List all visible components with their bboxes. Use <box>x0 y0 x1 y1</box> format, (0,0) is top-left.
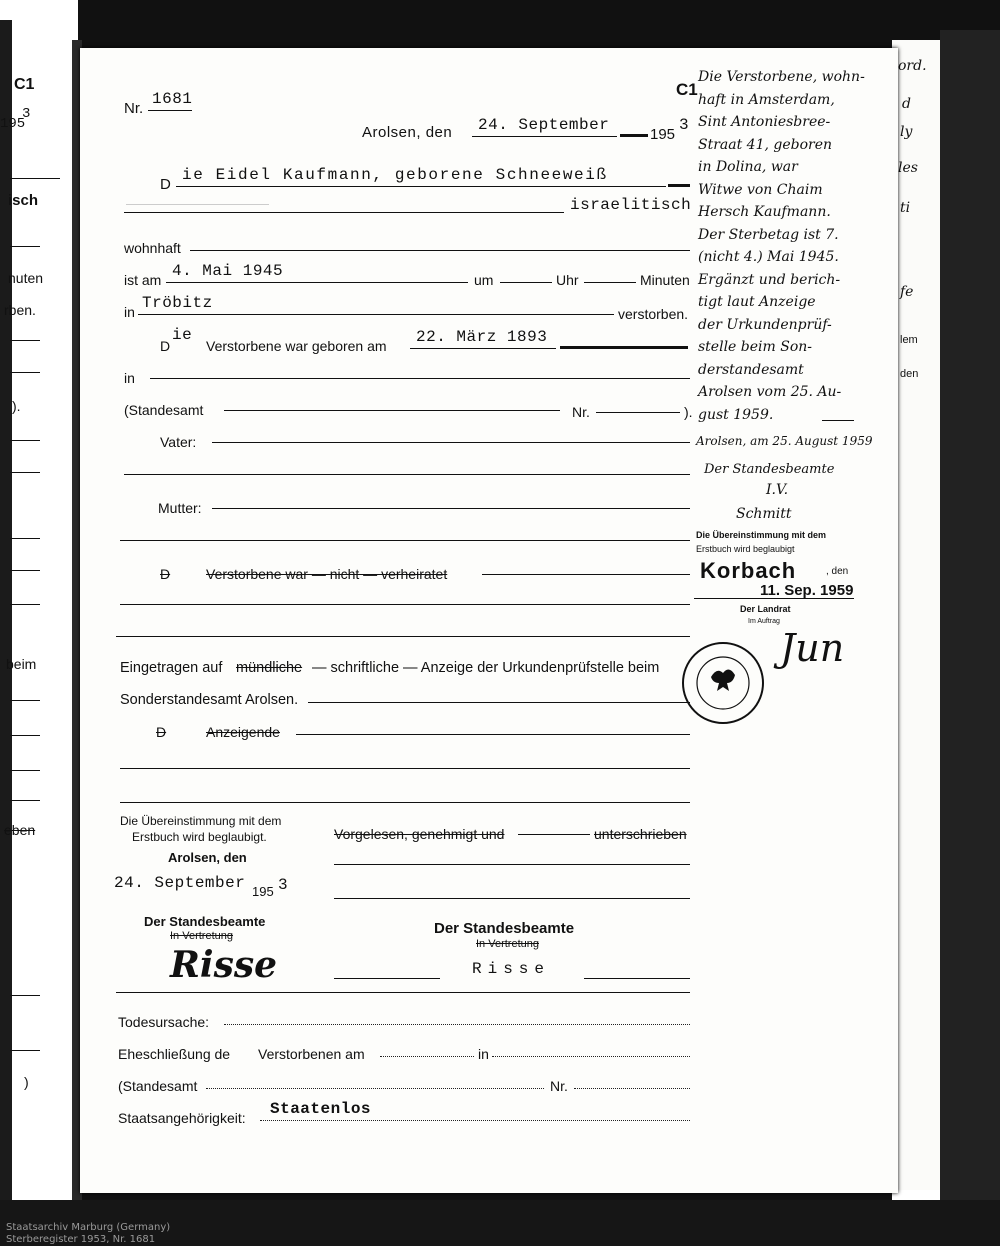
margin-note-line: Ergänzt und berich- <box>698 271 841 288</box>
birth-date: 22. März 1893 <box>416 328 548 346</box>
right-page-fragment: den <box>900 368 919 380</box>
margin-note-line: Die Verstorbene, wohn- <box>698 69 865 85</box>
born-d-initial: D <box>160 338 171 354</box>
left-page-line <box>10 246 40 247</box>
marriage-standesamt-nr: Nr. <box>550 1078 568 1094</box>
stamp-den: , den <box>826 566 849 577</box>
left-page-word: rben. <box>4 302 36 318</box>
left-page-line <box>10 995 40 996</box>
certification-year-digit: 3 <box>278 876 289 894</box>
seal-icon <box>684 644 762 722</box>
signed-label: unterschrieben <box>594 826 687 842</box>
register-number-label: Nr. <box>124 100 144 117</box>
marriage-label-b: Verstorbenen am <box>258 1046 365 1062</box>
left-page-line <box>10 538 40 539</box>
left-page-line <box>10 770 40 771</box>
marriage-standesamt-nr-line <box>574 1088 690 1089</box>
register-date-line <box>472 136 617 137</box>
register-series: C1 <box>676 80 698 99</box>
register-year-digit: 3 <box>679 116 690 134</box>
left-page-word: eben <box>4 822 36 838</box>
margin-note-signature: Schmitt <box>736 506 792 522</box>
father-line-2 <box>124 474 690 475</box>
margin-note-line: haft in Amsterdam, <box>698 91 835 108</box>
left-page-word: ). <box>12 398 21 414</box>
typed-name-line-left <box>334 978 440 979</box>
registered-struck: mündliche <box>236 660 303 676</box>
margin-note-line: gust 1959. <box>698 406 774 423</box>
certification-date: 24. September <box>114 874 246 892</box>
religion-line <box>124 212 564 213</box>
deputy-left: In Vertretung <box>170 930 233 942</box>
registered-label-b: — schriftliche — Anzeige der Urkundenprüfstelle beim <box>312 660 660 676</box>
left-page-word: nuten <box>8 270 44 286</box>
death-place-in-label: in <box>124 304 135 320</box>
official-seal <box>682 642 764 724</box>
left-page-line <box>10 570 40 571</box>
margin-note-deputy: I.V. <box>766 482 789 498</box>
margin-note-line: Sint Antoniesbree- <box>698 114 831 130</box>
margin-note-line: Arolsen vom 25. Au- <box>698 384 842 400</box>
margin-note-line: (nicht 4.) Mai 1945. <box>698 249 839 265</box>
register-number-line <box>148 110 192 111</box>
register-date: 24. September <box>478 116 610 134</box>
informant-line <box>296 734 690 735</box>
section-divider <box>116 992 690 993</box>
typed-registrar-name: Risse <box>472 960 551 978</box>
name-line <box>176 186 666 187</box>
footer-line-2: Sterberegister 1953, Nr. 1681 <box>6 1234 156 1245</box>
death-place-line <box>138 314 614 315</box>
certification-place: Arolsen, den <box>168 850 247 865</box>
left-page-line <box>10 340 40 341</box>
margin-note-line: tigt laut Anzeige <box>698 294 816 310</box>
margin-cert-line-2: Erstbuch wird beglaubigt <box>696 544 795 554</box>
informant-d-initial: D <box>156 724 167 740</box>
married-line <box>482 574 690 575</box>
signature-line-2 <box>334 898 690 899</box>
birth-standesamt-nr-line <box>596 412 680 413</box>
margin-note-line: in Dolina, war <box>698 159 798 175</box>
cause-label: Todesursache: <box>118 1014 210 1030</box>
left-page-line <box>10 604 40 605</box>
marriage-label-a: Eheschließung de <box>118 1046 231 1062</box>
left-page-word: isch <box>8 192 39 209</box>
um-label: um <box>474 272 494 288</box>
marriage-standesamt-line <box>206 1088 544 1089</box>
registered-office-line <box>308 702 690 703</box>
register-year-prefix: 195 <box>650 126 676 143</box>
margin-note-line: stelle beim Son- <box>698 339 813 355</box>
certification-line-1: Die Übereinstimmung mit dem <box>120 814 282 828</box>
left-page-line <box>10 700 40 701</box>
right-binder-edge <box>940 30 1000 1200</box>
left-page-line <box>10 735 40 736</box>
left-page-line <box>10 800 40 801</box>
nationality-line <box>260 1120 690 1121</box>
informant-line-3 <box>120 802 690 803</box>
stamp-place: Korbach <box>700 558 797 583</box>
deputy-right: In Vertretung <box>476 938 539 950</box>
margin-cert-line-1: Die Übereinstimmung mit dem <box>696 530 827 540</box>
margin-note-line: Straat 41, geboren <box>698 136 833 153</box>
birth-date-line-end <box>560 346 688 349</box>
read-approved-label: Vorgelesen, genehmigt und <box>334 826 505 842</box>
verstorben-label: verstorben. <box>618 306 689 322</box>
informant-line-2 <box>120 768 690 769</box>
death-place: Tröbitz <box>142 294 213 312</box>
residence-line <box>190 250 690 251</box>
certification-line-2: Erstbuch wird beglaubigt. <box>132 830 267 844</box>
margin-correction-note <box>698 66 865 426</box>
residence-label: wohnhaft <box>124 240 181 256</box>
married-label: Verstorbene war — nicht — verheiratet <box>206 566 448 582</box>
margin-note-line: derstandesamt <box>698 361 804 378</box>
right-page-fragment: lem <box>900 334 918 346</box>
left-page-line <box>10 1050 40 1051</box>
margin-note-line: Der Sterbetag ist 7. <box>698 226 839 243</box>
left-page-line <box>10 472 40 473</box>
mother-label: Mutter: <box>158 500 202 516</box>
signature-left: Risse <box>170 944 278 986</box>
right-page-fragment: ly <box>900 124 913 140</box>
marriage-date-line <box>380 1056 474 1057</box>
left-page-line <box>10 372 40 373</box>
name-line-end <box>668 184 690 187</box>
right-page-fragment: d <box>902 96 911 112</box>
footer-line-1: Staatsarchiv Marburg (Germany) <box>6 1222 171 1233</box>
marriage-in-label: in <box>478 1046 489 1062</box>
register-number: 1681 <box>152 90 193 108</box>
minute-line <box>584 282 636 283</box>
father-line <box>212 442 690 443</box>
registrar-left: Der Standesbeamte <box>144 914 266 929</box>
uhr-label: Uhr <box>556 272 579 288</box>
right-page-fragment: fe <box>900 284 914 300</box>
left-page-year: 195 <box>0 116 26 132</box>
stamp-date: 11. Sep. 1959 <box>760 582 854 599</box>
read-approved-line <box>518 834 590 835</box>
informant-label: Anzeigende <box>206 724 280 740</box>
born-label: Verstorbene war geboren am <box>206 338 387 354</box>
right-page-fragment: les <box>898 160 918 176</box>
certification-year-prefix: 195 <box>252 884 274 899</box>
hour-line <box>500 282 552 283</box>
minuten-label: Minuten <box>640 272 690 288</box>
stamp-date-line <box>694 598 854 599</box>
stamp-signature: Jun <box>780 626 845 670</box>
stamp-landrat: Der Landrat <box>740 604 791 614</box>
birth-place-in-label: in <box>124 370 135 386</box>
religion: israelitisch <box>570 196 692 214</box>
margin-note-line: der Urkundenprüf- <box>698 316 832 333</box>
left-page-word: beim <box>6 656 37 672</box>
left-page-line <box>10 440 40 441</box>
birth-standesamt-close: ). <box>684 404 693 420</box>
birth-standesamt-nr-label: Nr. <box>572 404 590 420</box>
left-page-series: C1 <box>14 76 35 93</box>
margin-note-line: Hersch Kaufmann. <box>698 204 831 220</box>
marriage-standesamt-label: (Standesamt <box>118 1078 198 1094</box>
signature-line-1 <box>334 864 690 865</box>
married-line-2 <box>120 604 690 605</box>
birth-date-line <box>410 348 556 349</box>
birth-standesamt-label: (Standesamt <box>124 402 204 418</box>
mother-line-2 <box>120 540 690 541</box>
married-line-3 <box>116 636 690 637</box>
born-ie: ie <box>172 326 193 344</box>
registered-label-a: Eingetragen auf <box>120 660 223 676</box>
mother-line <box>212 508 690 509</box>
father-label: Vater: <box>160 434 197 450</box>
married-d-initial: D <box>160 566 171 582</box>
faint-bleed-through: ——————————— <box>126 196 269 211</box>
nationality: Staatenlos <box>270 1100 372 1118</box>
year-line <box>620 134 648 137</box>
margin-note-dated: Arolsen, am 25. August 1959 <box>696 434 873 448</box>
nationality-label: Staatsangehörigkeit: <box>118 1110 246 1126</box>
died-label: ist am <box>124 272 162 288</box>
margin-note-registrar: Der Standesbeamte <box>704 462 835 477</box>
birth-place-line <box>150 378 690 379</box>
cause-line <box>224 1024 690 1025</box>
right-page-fragment: ti <box>900 200 911 216</box>
death-date-line <box>166 282 468 283</box>
deceased-name: ie Eidel Kaufmann, geborene Schneeweiß <box>182 166 608 184</box>
left-page-line <box>10 178 60 179</box>
place-date-prefix: Arolsen, den <box>362 124 453 141</box>
death-date: 4. Mai 1945 <box>172 262 284 280</box>
birth-standesamt-line <box>224 410 560 411</box>
registered-office: Sonderstandesamt Arolsen. <box>120 692 299 708</box>
stamp-auftrag: Im Auftrag <box>748 618 780 625</box>
right-page-fragment: ord. <box>898 58 927 74</box>
marriage-place-line <box>492 1056 690 1057</box>
left-page-year-digit: 3 <box>22 106 31 122</box>
margin-note-end-line <box>822 420 854 421</box>
left-page-word: ) <box>24 1074 29 1090</box>
margin-note-line: Witwe von Chaim <box>698 181 823 198</box>
name-d-initial: D <box>160 176 171 193</box>
typed-name-line-right <box>584 978 690 979</box>
registrar-right: Der Standesbeamte <box>434 920 575 937</box>
